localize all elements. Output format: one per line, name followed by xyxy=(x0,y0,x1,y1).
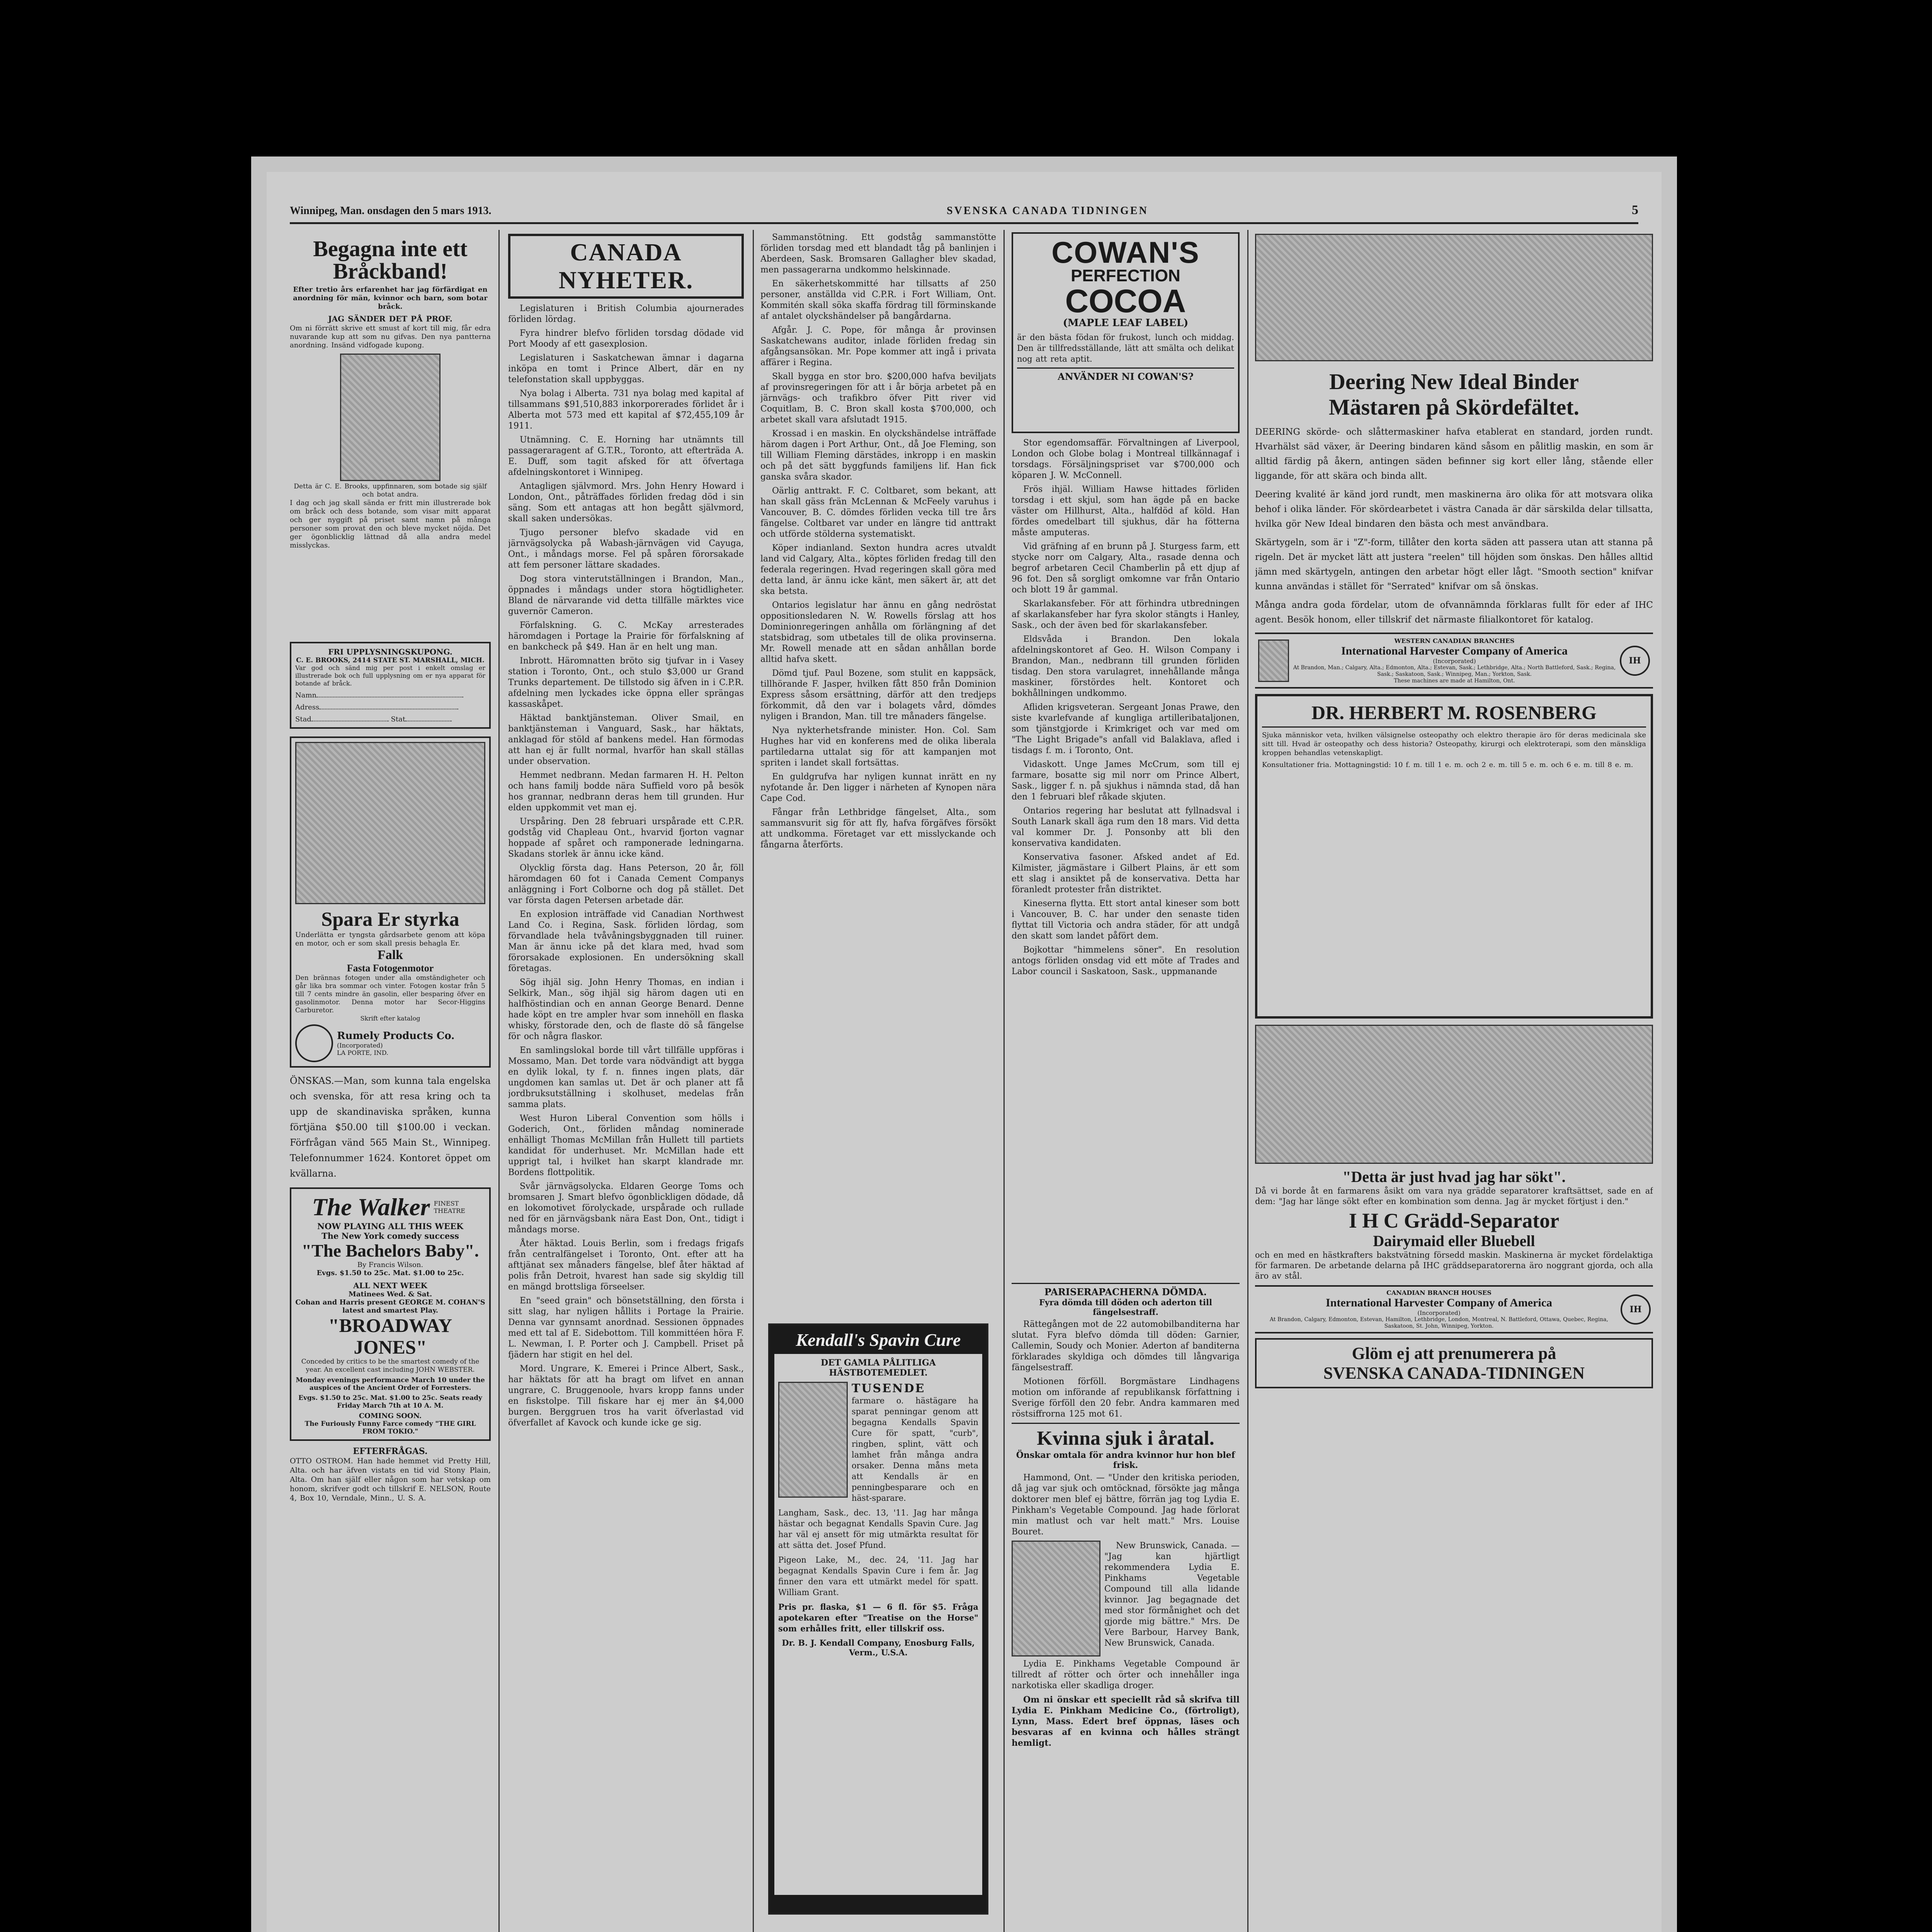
rumely-brand-sub: (Incorporated) xyxy=(337,1042,383,1049)
canada-nyheter-body xyxy=(508,303,744,1429)
engine-ad-brand: Falk xyxy=(377,948,403,962)
efterfragas-title: EFTERFRÅGAS. xyxy=(353,1446,428,1456)
newspaper-page xyxy=(267,172,1662,1932)
kendall-price: Pris pr. flaska, $1 — 6 fl. för $5. Fråga apotekaren efter "Treatise on the Horse" som erhålles fritt, eller tillskrif oss. xyxy=(778,1602,978,1633)
efterfragas-body: OTTO OSTROM. Han hade hemmet vid Pretty Hill, Alta. och har äfven vistats en tid vid Stony Plain, Alta. Om han själf eller någon som har vetskap om honom, skrifver godt och tillskrif E. NELSON, Route 4, Box 10, Verndale, Minn., U. S. A. xyxy=(290,1457,491,1502)
rosenberg-ad xyxy=(1255,694,1653,1019)
binder-body-4: Många andra goda fördelar, utom de ofvannämnda förklaras fullt för eder af IHC agent. Besök honom, eller tillskrif det närmaste filialkontoret för katalog. xyxy=(1255,600,1653,625)
engine-ad-product: Fasta Fotogenmotor xyxy=(347,963,434,974)
binder-title: Deering New Ideal Binder xyxy=(1329,369,1579,394)
kendall-tusende: TUSENDE xyxy=(852,1382,925,1395)
news-item: Förfalskning. G. C. McKay arresterades häromdagen i Portage la Prairie för förfalskning af en bankcheck på $49. Han är en helt ung man. xyxy=(508,621,744,652)
rumely-brand-place: LA PORTE, IND. xyxy=(337,1049,389,1056)
cowans-cocoa-ad xyxy=(1012,232,1240,433)
canada-nyheter-title: CANADA NYHETER. xyxy=(558,238,694,294)
cowans-label: (MAPLE LEAF LABEL) xyxy=(1063,317,1189,329)
column-4-lower xyxy=(1012,1283,1240,1932)
subscribe-box xyxy=(1255,1338,1653,1388)
separator-body-2: och en med en hästkrafters bakstvätning försedd maskin. Maskinerna är mycket fördelaktiga för farmaren. De arbetande delarna på IHC gräddseparatorerna äro noggrant gjorda, och alla äro av stål. xyxy=(1255,1250,1653,1281)
column-3-news-top xyxy=(760,232,996,850)
binder-title-2: Mästaren på Skördefältet. xyxy=(1328,395,1580,420)
news-item: Urspåring. Den 28 februari urspårade ett C.P.R. godståg vid Chapleau Ont., hvarvid fjorton vagnar hoppade af spåret och ramponerade ledningarna. Skadans storlek är ännu icke känd. xyxy=(508,817,744,859)
kendall-letter-2: Pigeon Lake, M., dec. 24, '11. Jag har begagnat Kendalls Spavin Cure i fem år. Jag finner den vara ett utmärkt medel för spatt. William Grant. xyxy=(778,1555,978,1597)
news-item: Bojkottar "himmelens söner". En resolution antogs förliden onsdag vid ett möte af Trades and Labor council i Saskatoon, Sask., uppmanande xyxy=(1012,945,1240,976)
bracket-ad-subtitle: Efter tretio års erfarenhet har jag förfärdigat en anordning för män, kvinnor och barn, som botar bråck. xyxy=(293,286,488,311)
news-item: En explosion inträffade vid Canadian Northwest Land Co. i Regina, Sask. förliden lördag, som förvandlade hela tvåvåningsbyggnaden till ruiner. Man är ännu icke på det klara med, hvad som förorsakade explosionen. En undersökning skall företagas. xyxy=(508,910,744,973)
pinkham-body: Hammond, Ont. — "Under den kritiska perioden, då jag var sjuk och omtöcknad, försökte jag många doktorer men blef ej bättre, förrän jag tog Lydia E. Pinkham's Vegetable Compound. Jag hade förlorat min matlust och var helt matt." Mrs. Louise Bouret. xyxy=(1012,1473,1240,1537)
portrait-caption: Detta är C. E. Brooks, uppfinnaren, som botade sig själf och botat andra. xyxy=(294,483,487,498)
news-item: Mord. Ungrare, K. Emerei i Prince Albert, Sask., har häktats för att ha bragt om lifvet en annan ungrare, C. Bruggenoole, hvars kropp fanns under en fiskstolpe. Till fiskare har ej mer än $4,000 burgen. Berggruen tros ha varit öfverlastad vid öfverfallet af Kavock och kunde icke ge sig. xyxy=(508,1364,744,1428)
binder-body: DEERING skörde- och slåttermaskiner hafva etablerat en standard, jorden rundt. Hvarhälst säd växer, är Deering bindaren känd såsom en pålitlig maskin, en som är alltid färdig på åkern, antingen säden befinner sig kort eller lång, stående eller liggande, för att skära och binda allt. xyxy=(1255,427,1653,481)
column-3 xyxy=(760,230,996,1932)
coupon-name-label: Namn xyxy=(295,691,317,699)
rumely-brand: Rumely Products Co. xyxy=(337,1030,455,1042)
news-item: Fyra hindrer blefvo förliden torsdag dödade vid Port Moody af ett gasexplosion. xyxy=(508,328,744,349)
parisera-title: PARISERAPACHERNA DÖMDA. xyxy=(1012,1283,1240,1298)
newspaper-sheet xyxy=(251,156,1677,1932)
ihc-cities: At Brandon, Man.; Calgary, Alta.; Edmonton, Alta.; Estevan, Sask.; Lethbridge, Alta.; North Battleford, Sask.; Regina, Sask.; Saskatoon, Sask.; Winnipeg, Man.; Yorkton, Sask. xyxy=(1293,665,1616,677)
play3-title: The Furiously Funny Farce comedy "THE GIRL FROM TOKIO." xyxy=(304,1420,476,1435)
column-rule xyxy=(1003,230,1005,1932)
news-item: En "seed grain" och bönsetställning, den första i sitt slag, har nyligen hållits i Portage la Prairie. Denna var gynnsamt anordnad. Sessionen öppnades med ett tal af E. Sidebottom. Till kommittéen höra F. L. Newman, I. P. Porter och J. Campbell. Priset på fjädern har stigit en hel del. xyxy=(508,1296,744,1360)
coupon-state-label: Stat xyxy=(391,715,406,723)
news-item: Köper indianland. Sexton hundra acres utvaldt land vid Calgary, Alta., köptes förliden fredag till den federala regeringen. Hvad regeringen skall göra med detta land, är ännu icke känt, men säkert är, att det ska betsta. xyxy=(760,543,996,596)
walker-sub: FINEST THEATRE xyxy=(434,1200,465,1214)
woman-portrait-image xyxy=(1012,1541,1100,1656)
now-playing: NOW PLAYING ALL THIS WEEK xyxy=(317,1221,464,1231)
news-item: Dömd tjuf. Paul Bozene, som stulit en kappsäck, tillhörande F. Jasper, hvilken fått 850 från Dominion Express såsom ersättning, därför att den tredjeps förkommit, då den var i bolagets vård, dömdes nyligen i Brandon, Man. till tre månaders fängelse. xyxy=(760,668,996,721)
column-rule xyxy=(1247,230,1248,1932)
news-item: En säkerhetskommitté har tillsatts af 250 personer, anställda vid C.P.R. i Fort William, Ont. Kommitén skall söka skaffa fördrag till förminskande af antalet olyckshändelser på bangårdarna. xyxy=(760,279,996,321)
canada-nyheter-box xyxy=(508,234,744,299)
kendall-brand: Kendall's Spavin Cure xyxy=(796,1330,961,1350)
news-item: Tjugo personer blefvo skadade vid en järnvägsolycka på Wabash-järnvägen vid Cayuga, Ont., i måndags morse. Fel på spåren förorsakade att fem personer lättare skadades. xyxy=(508,528,744,570)
separator-illustration xyxy=(1255,1025,1653,1164)
bracket-ad-body: I dag och jag skall sända er fritt min illustrerade bok om bråck och dess botande, som visar mitt apparat och ger nyggift på priset samt namn på många personer som provat den och bleve mycket nöjda. Det ger ögonblicklig lättnad då alla andra medel misslyckas. xyxy=(290,499,491,549)
engine-illustration xyxy=(295,742,485,904)
ihc-footer-1 xyxy=(1255,633,1653,689)
news-item: Hemmet nedbrann. Medan farmaren H. H. Pelton och hans familj bodde nära Suffield voro på besök hos grannar, nedbrann deras hem till grunden. Hur elden uppkommit vet man ej. xyxy=(508,770,744,813)
ihc-footer-2 xyxy=(1255,1285,1653,1333)
cohan-line: Cohan and Harris present GEORGE M. COHAN'S latest and smartest Play. xyxy=(295,1298,485,1315)
rosenberg-name: DR. HERBERT M. ROSENBERG xyxy=(1262,701,1646,728)
ihc-logo-icon: IH xyxy=(1620,646,1650,676)
engine-ad-title: Spara Er styrka xyxy=(321,908,459,930)
kendall-maker: Dr. B. J. Kendall Company, Enosburg Falls, Verm., U.S.A. xyxy=(782,1638,975,1657)
kendall-spavin-ad xyxy=(768,1323,988,1915)
play1-author: By Francis Wilson. xyxy=(357,1261,423,1269)
monday-performance: Monday evenings performance March 10 under the auspices of the Ancient Order of Forresters. xyxy=(296,1376,485,1392)
news-item: Häktad banktjänsteman. Oliver Smail, en banktjänsteman i Vanguard, Sask., har häktats, anklagad för stöld af bankens medel. Han förmodas att han ej är fullt normal, hvarför han skall ställas under observation. xyxy=(508,713,744,766)
ihc-logo-icon: IH xyxy=(1621,1294,1651,1325)
coupon-city-label: Stad xyxy=(295,715,311,723)
coupon-address: C. E. BROOKS, 2414 STATE ST. MARSHALL, MICH. xyxy=(296,656,485,664)
separator-body: Då vi borde åt en farmarens åsikt om vara nya grädde separatorer kraftsättset, sade en af dem: "Jag har länge sökt efter en kombination som denna. Jag är mycket förtjust i den." xyxy=(1255,1186,1653,1206)
coupon-box xyxy=(290,642,491,729)
news-item: Dog stora vinterutställningen i Brandon, Man., öppnades i måndags under stora högtidligheter. Bland de närvarande vid detta tillfälle märktes vice guvernör Cameron. xyxy=(508,574,744,616)
column-4-news xyxy=(1012,438,1240,977)
play2-desc: Conceded by critics to be the smartest comedy of the year. An excellent cast including JOHN WEBSTER. xyxy=(301,1358,480,1374)
kendall-sub: DET GAMLA PÅLITLIGA HÄSTBOTEMEDLET. xyxy=(821,1358,936,1378)
column-5 xyxy=(1255,230,1653,1932)
news-item: Skarlakansfeber. För att förhindra utbredningen af skarlakansfeber har fyra skolor stängts i Hanley, Sask., och der även bed för skarlakansfeber. xyxy=(1012,599,1240,630)
cowans-perfection: PERFECTION xyxy=(1071,266,1180,285)
binder-body-3: Skärtygeln, som är i "Z"-form, tillåter den korta säden att passera utan att stanna på rigeln. Det är mycket lätt att justera "reelen" till höjden som önskas. Den hålles alltid jämn med skärtygeln, antingen den arbetar högt eller lågt. "Smooth section" knifvar kunna användas i stället för "Serrated" knifvar om så önskas. xyxy=(1255,537,1653,592)
column-1 xyxy=(290,230,491,1932)
walker-logo: The Walker xyxy=(312,1193,430,1221)
pinkham-footer: Om ni önskar ett speciellt råd så skrifva till Lydia E. Pinkham Medicine Co., (förtroligt), Lynn, Mass. Edert bref öppnas, läses och besvaras af en kvinna och hålles strängt hemligt. xyxy=(1012,1695,1240,1748)
news-item: Olycklig första dag. Hans Peterson, 20 år, föll häromdagen 60 fot i Canada Cement Companys anläggning i Fort Colborne och dog på stället. Det var första dagen Petersen arbetade där. xyxy=(508,863,744,905)
news-item: Åter häktad. Louis Berlin, som i fredags frigafs från centralfängelset i Toronto, Ont. efter att ha afttjänat sex månaders fängelse, blef åter häktad af polis från Detroit, hvarest han sade sig skyldig till en mängd brottsliga förseelser. xyxy=(508,1239,744,1292)
rosenberg-footer: Konsultationer fria. Mottagningstid: 10 f. m. till 1 e. m. och 2 e. m. till 5 e. m. och 6 e. m. till 8 e. m. xyxy=(1262,761,1633,769)
ihc-inc: (Incorporated) xyxy=(1433,658,1476,665)
engine-ad-body: Den brännas fotogen under alla omständigheter och går lika bra sommar och vinter. Fotogen kostar från 5 till 7 cents mindre än gasolin, eller besparing öfver en gasolinmotor. Denna motor har Secor-Higgins Carburetor. xyxy=(295,974,485,1014)
ihc-note: These machines are made at Hamilton, Ont. xyxy=(1394,678,1515,684)
news-item: Vid gräfning af en brunn på J. Sturgess farm, ett stycke norr om Calgary, Alta., rasade denna och begrof arbetaren Cecil Chamberlin på ett djup af 96 fot. Den så sorgligt omkomne var från Ontario och blott 19 år gammal. xyxy=(1012,542,1240,595)
rumely-logo-icon xyxy=(295,1024,333,1062)
play1-price: Evgs. $1.50 to 25c. Mat. $1.00 to 25c. xyxy=(316,1269,464,1277)
onskas-notice: ÖNSKAS.—Man, som kunna tala engelska och svenska, för att resa kring och ta upp de skandinaviska språken, kunna förtjäna $50.00 till $100.00 i veckan. Förfrågan vänd 565 Main St., Winnipeg. Telefonnummer 1624. Kontoret öppet om kvällarna. xyxy=(290,1075,491,1179)
news-item: Vidaskott. Unge James McCrum, som till ej farmare, bosatte sig mil norr om Prince Albert, Sask., ligger f. n. på sjukhus i nämnda stad, då han den 1 februari blef råkade skjuten. xyxy=(1012,760,1240,802)
news-item: Oärlig anttrakt. F. C. Coltbaret, som bekant, att han skall gäss frän McLennan & McFeely varuhus i Vancouver, B. C. dömdes förliden vecka till tre års fängelse. Coltbaret var under en längre tid anttrakt och utförde stölderna systematiskt. xyxy=(760,486,996,539)
binder-body-2: Deering kvalité är känd jord rundt, men maskinerna äro olika för att motsvara olika behof i olika länder. För skördearbetet i västra Canada är där särskilda delar tillsatta, hvilka gör New Ideal bindaren den bästa och mest användbara. xyxy=(1255,490,1653,529)
news-item: Sög ihjäl sig. John Henry Thomas, en indian i Selkirk, Man., sög ihjäl sig härom dagen uti en halfhöstindian och en annan George Benard. Denne hade köpt en tre ampler hvar som innehöll en flaska whisky, förstorade den, och de flaste dö så fängelse för och några flaskor. xyxy=(508,978,744,1041)
news-item: West Huron Liberal Convention som hölls i Goderich, Ont., förliden måndag nominerade enhälligt Thomas McMillan från Hullett till partiets kandidat för underhuset. Mr. McMillan hade ett upprigt tal, i hvilket han skarpt klandrade mr. Bordens flottpolitik. xyxy=(508,1114,744,1177)
news-item: En samlingslokal borde till vårt tillfälle uppföras i Mossamo, Man. Det torde vara nödvändigt att bygga en dylik lokal, ty f. n. finnes ingen plats, där ungdomen kan samlas ut. Det är och planer att få jordbruksutställning i skolhuset, medelas från samma plats. xyxy=(508,1046,744,1109)
news-item: Frös ihjäl. William Hawse hittades förliden torsdag i ett skjul, som han ägde på en backe väster om Hillhurst, Alta., halfdöd af köld. Han fördes omedelbart till sjukhus, där ha fötterna måste amputeras. xyxy=(1012,485,1240,537)
parisera-body: Rättegången mot de 22 automobilbanditerna har slutat. Fyra blefvo dömda till döden: Garnier, Callemin, Soudy och Monier. Aderton af banditerna förklarades skyldiga och dömdes till långvariga fängelsestraff. xyxy=(1012,1320,1240,1372)
news-item: Konservativa fasoner. Afsked andet af Ed. Kilmister, jägmästare i Gilbert Plains, är ett som ett slag i ansiktet på de konservativa. Detta har föranledt protester från distriktet. xyxy=(1012,852,1240,895)
binder-illustration xyxy=(1255,234,1653,361)
news-item: En guldgrufva har nyligen kunnat inrätt en ny nyfotande år. Den ligger i närheten af Kynopen nära Cape Cod. xyxy=(760,772,996,803)
cowans-brand: COWAN'S xyxy=(1051,235,1200,269)
ihc2-inc: (Incorporated) xyxy=(1417,1310,1461,1316)
kendall-letter-1: Langham, Sask., dec. 13, '11. Jag har många hästar och begagnat Kendalls Spavin Cure. Jag har väl ej ansett för mig utmärkta resultat för att sätta det. Josef Pfund. xyxy=(778,1508,978,1550)
cowans-body: är den bästa födan för frukost, lunch och middag. Den är tillfredsställande, lätt att smälta och delikat nog att reta aptit. xyxy=(1017,333,1234,364)
news-item: Nya nykterhetsfrande minister. Hon. Col. Sam Hughes har vid en konferens med de olika liberala partiledarna uttalat sig för att kampanjen mot spriten i landet skall fortsättas. xyxy=(760,726,996,768)
engine-ad xyxy=(290,736,491,1068)
news-item: Nya bolag i Alberta. 731 nya bolag med kapital af tillsammans $91,510,883 inkorporerades förlidet år i Alberta mot 573 med ett kapital af $72,455,109 år 1911. xyxy=(508,389,744,431)
pinkham-body-2: New Brunswick, Canada. — "Jag kan hjärtligt rekommendera Lydia E. Pinkhams Vegetable Compound till alla lidande kvinnor. Jag begagnade det med stor förmånighet och det gjorde mig bättre." Mrs. De Vere Barbour, Harvey Bank, New Brunswick, Canada. xyxy=(1104,1541,1240,1648)
news-item: Stor egendomsaffär. Förvaltningen af Liverpool, London och Globe bolag i Montreal tillkännagaf i torsdags. Försäljningspriset var $700,000 och köparen J. W. McConnell. xyxy=(1012,438,1240,480)
ihc2-branches-label: CANADIAN BRANCH HOUSES xyxy=(1386,1289,1492,1296)
news-item: Ontarios regering har beslutat att fyllnadsval i South Lanark skall äga rum den 18 mars. Vid detta val kommer Dr. J. Ponsonby att bli den konservativa kandidaten. xyxy=(1012,806,1240,848)
news-item: Afliden krigsveteran. Sergeant Jonas Prawe, den siste kvarlefvande af kungliga artilleribataljonen, som tjänstgjorde i Krimkriget och var med om "The Light Brigade"s anfall vid Balaklava, afled i tisdags f. m. i Toronto, Ont. xyxy=(1012,702,1240,755)
coupon-address-label: Adress xyxy=(295,703,320,711)
separator-name: I H C Grädd-Separator xyxy=(1349,1209,1560,1232)
page-header xyxy=(290,199,1638,224)
ihc2-name: International Harvester Company of America xyxy=(1325,1296,1553,1309)
news-item: Legislaturen i Saskatchewan ämnar i dagarna inköpa en tomt i Prince Albert, där en ny telefonstation skall uppbyggas. xyxy=(508,353,744,384)
pinkham-body-3: Lydia E. Pinkhams Vegetable Compound är tillredt af rötter och örter och innehåller inga narkotiska eller skadliga droger. xyxy=(1012,1659,1240,1690)
bracket-ad-title: Begagna inte ett Bråckband! xyxy=(313,236,468,284)
news-item: Eldsvåda i Brandon. Den lokala afdelningskontoret af Geo. H. Wilson Company i Brandon, Man., nedbrann till grunden förliden tisdag. Den stora varulagret, innehållande många maskiner, förstördes helt. Kontoret och bokhållningen undkommo. xyxy=(1012,634,1240,698)
coupon-title: FRI UPPLYSNINGSKUPONG. xyxy=(328,647,452,656)
walker-theatre-ad xyxy=(290,1187,491,1441)
separator-title: "Detta är just hvad jag har sökt". xyxy=(1342,1168,1566,1185)
news-item: Afgår. J. C. Pope, för många år provinsen Saskatchewans auditor, inlade förliden fredag sin afgångsansökan. Mr. Pope kommer att ingå i privata affärer i Regina. xyxy=(760,325,996,367)
header-masthead: SVENSKA CANADA TIDNINGEN xyxy=(947,205,1148,217)
next-week: ALL NEXT WEEK xyxy=(353,1281,427,1290)
harvester-figure-icon xyxy=(1258,639,1289,682)
separator-name-2: Dairymaid eller Bluebell xyxy=(1373,1232,1535,1250)
ny-company: The New York comedy success xyxy=(321,1231,459,1241)
news-item: Antagligen självmord. Mrs. John Henry Howard i London, Ont., påträffades förliden fredag död i sin säng. Som ett antagas att hon begått självmord, skall saken undersökas. xyxy=(508,481,744,524)
engine-ad-intro: Underlätta er tyngsta gårdsarbete genom att köpa en motor, och er som skall presis behagla Er. xyxy=(295,931,485,947)
news-item: Skall bygga en stor bro. $200,000 hafva beviljats af provinsregeringen för att i år börja arbetet på en järnvägs- och trafikbro öfver Pitt river vid Coquitlam, B. C. Bron skall kosta $700,000, och arbetet skall vara afslutadt 1915. xyxy=(760,372,996,425)
play1-title: "The Bachelors Baby". xyxy=(301,1241,479,1260)
portrait-image xyxy=(340,354,440,481)
motion-item: Motionen förföll. Borgmästare Lindhagens motion om införande af republikansk författning i Sverige förföll den 20 febr. Andra kammaren med röstsiffrorna 125 mot 61. xyxy=(1012,1377,1240,1419)
ihc-branches-label: WESTERN CANADIAN BRANCHES xyxy=(1394,637,1515,645)
coupon-text: Var god och sänd mig per post i enkelt omslag er illustrerade bok och full upplysning om er nya apparat för botande af bråck. xyxy=(295,664,485,687)
news-item: Krossad i en maskin. En olyckshändelse inträffade härom dagen i Port Arthur, Ont., då Joe Fleming, son till William Fleming därstädes, inkropp i en maskin och på det sätt byggfunds familjens lif. Han fick ganska svåra skador. xyxy=(760,429,996,482)
kendall-body: farmare o. hästägare ha sparat penningar genom att begagna Kendalls Spavin Cure för spatt, "curb", ringben, splint, vätt och lamhet från många andra orsaker. Denna måns meta att Kendalls är en penningbesparare och en häst-sparare. xyxy=(852,1396,978,1503)
news-item: Ontarios legislatur har ännu en gång nedröstat oppositionsledaren N. W. Rowells förslag att hos Dominionregeringen anhålla om förlängning af det statsbidrag, som utbetales till de olika provinserna. Mr. Rowell menade att en sådan anhållan borde alltid hafva skett. xyxy=(760,600,996,664)
column-2 xyxy=(508,230,744,1932)
play2-price: Evgs. $1.50 to 25c. Mat. $1.00 to 25c. Seats ready Friday March 7th at 10 A. M. xyxy=(298,1394,482,1410)
cowans-tagline: ANVÄNDER NI COWAN'S? xyxy=(1017,367,1234,382)
subscribe-line-2: SVENSKA CANADA-TIDNINGEN xyxy=(1323,1364,1585,1383)
header-page-number: 5 xyxy=(1632,203,1638,217)
news-item: Sammanstötning. Ett godståg sammanstötte förliden torsdag med ett blandadt tåg på banlinjen i Aberdeen, Sask. Bromsaren Gallagher blev skadad, men passagerarna undkommo helskinnade. xyxy=(760,233,996,275)
news-item: Legislaturen i British Columbia ajournerades förliden lördag. xyxy=(508,304,744,324)
subscribe-line-1: Glöm ej att prenumerera på xyxy=(1352,1344,1556,1363)
news-item: Utnämning. C. E. Horning har utnämnts till passageraragent af G.T.R., Toronto, att efterträda A. E. Duff, som tagit afsked för att öfvertaga afdelningskontoret i Winnipeg. xyxy=(508,435,744,477)
bracket-ad-intro: Om ni förrätt skrive ett smust af kort till mig, får edra nuvarande kup att som nu gifvas. Den nya pantterna anordning. Insänd vidfogade kupong. xyxy=(290,324,491,349)
news-item: Inbrott. Häromnatten bröto sig tjufvar in i Vasey station i Toronto, Ont., och stulo $3,000 ur Grand Trunks departement. De tillstodo sig äfven in i C.P.R. afdelning men lyckades icke öppna eller sprängas kassaskåpet. xyxy=(508,656,744,709)
matinees: Matinees Wed. & Sat. xyxy=(348,1290,432,1298)
column-rule xyxy=(498,230,500,1932)
bracket-ad-offer: JAG SÄNDER DET PÅ PROF. xyxy=(328,314,452,323)
news-item: Fångar från Lethbridge fängelset, Alta., som sammansvurit sig för att fly, hafva förgäfves försökt att undkomma. Företaget var ett misslyckande och fångarna återförts. xyxy=(760,808,996,850)
cowans-cocoa: COCOA xyxy=(1065,283,1186,319)
news-item: Svår järnvägsolycka. Eldaren George Toms och bromsaren J. Smart blefvo ögonblickligen dödade, då en lokomotivet förolyckade, urspårade och rullade ned för en järnvägsbank nära East Don, Ont., tidigt i måndags morse. xyxy=(508,1182,744,1235)
engine-ad-footer: Skrift efter katalog xyxy=(360,1015,420,1022)
pinkham-title: Kvinna sjuk i åratal. xyxy=(1012,1423,1240,1450)
news-item: Kineserna flytta. Ett stort antal kineser som bott i Vancouver, B. C. har under den senaste tiden flyttat till Victoria och andra städer, för att undgå den skatt som landet påfört dem. xyxy=(1012,899,1240,941)
ihc-name: International Harvester Company of America xyxy=(1341,645,1568,657)
coming-soon: COMING SOON. xyxy=(359,1412,422,1420)
header-dateline: Winnipeg, Man. onsdagen den 5 mars 1913. xyxy=(290,205,492,217)
ihc2-cities: At Brandon, Calgary, Edmonton, Estevan, Hamilton, Lethbridge, London, Montreal, N. Battleford, Ottawa, Quebec, Regina, Saskatoon, St. John, Winnipeg, Yorkton. xyxy=(1269,1316,1609,1329)
play2-title: "BROADWAY JONES" xyxy=(328,1315,452,1358)
parisera-sub: Fyra dömda till döden och aderton till fängelsestraff. xyxy=(1039,1298,1212,1317)
horse-leg-image xyxy=(778,1382,848,1498)
rosenberg-body: Sjuka människor veta, hvilken välsignelse osteopathy och elektro therapie äro för deras medicinala ske sitt till. Hvad är osteopathy och dess historia? Osteopathy, kirurgi och elektroterapi, som den mänskliga kroppen behandlas vetenskapligt. xyxy=(1262,731,1646,757)
pinkham-sub: Önskar omtala för andra kvinnor hur hon blef frisk. xyxy=(1016,1450,1235,1470)
column-rule xyxy=(753,230,754,1932)
